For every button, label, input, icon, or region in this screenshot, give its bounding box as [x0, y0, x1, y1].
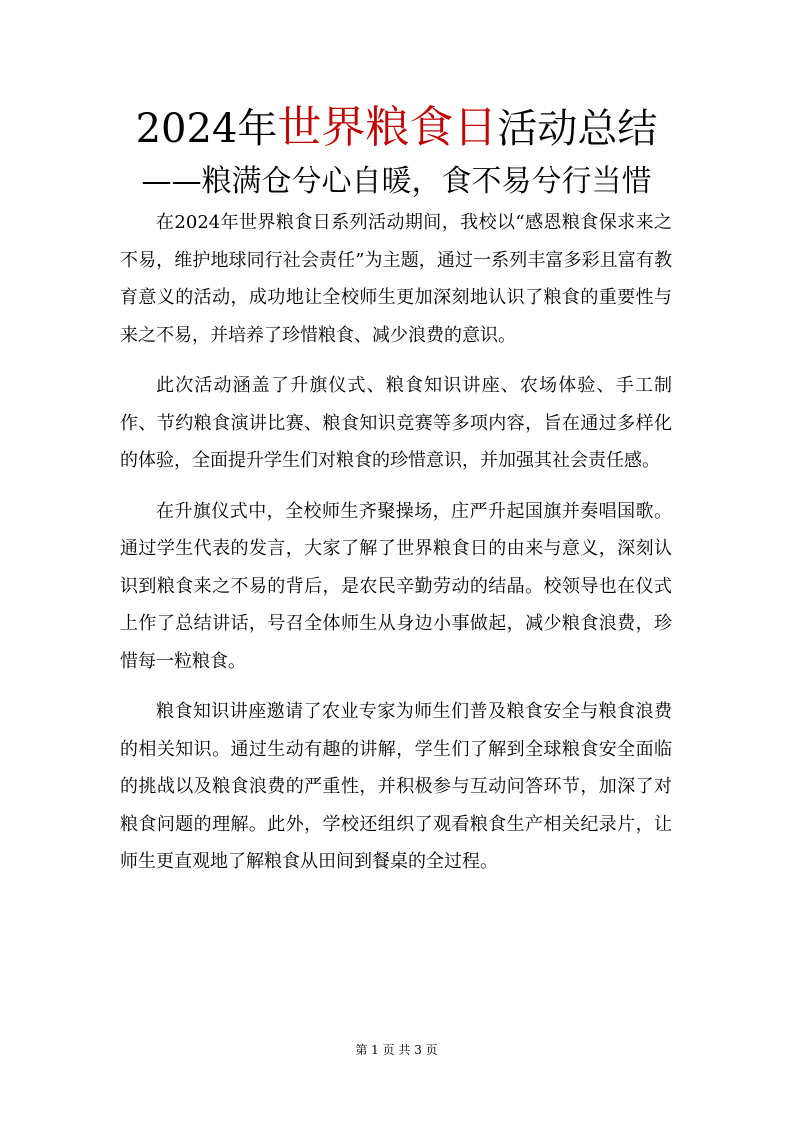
paragraph-1: 在2024年世界粮食日系列活动期间，我校以“感恩粮食保求来之不易，维护地球同行社会责任”为主题，通过一系列丰富多彩且富有教育意义的活动，成功地让全校师生更加深刻地认识了粮食的重要性与来之不易，并培养了珍惜粮食、减少浪费的意识。 [120, 212, 672, 346]
document-title [0, 100, 793, 157]
title-prefix: 2024年 [135, 106, 278, 152]
document-body [120, 204, 672, 894]
title-highlight: 世界粮食日 [277, 102, 498, 153]
page-number-footer: 第 1 页 共 3 页 [355, 1043, 438, 1057]
title-suffix: 活动总结 [497, 106, 658, 152]
document-subtitle: ——粮满仓兮心自暖，食不易兮行当惜 [141, 164, 652, 199]
paragraph-3: 在升旗仪式中，全校师生齐聚操场，庄严升起国旗并奏唱国歌。通过学生代表的发言，大家了解了世界粮食日的由来与意义，深刻认识到粮食来之不易的背后，是农民辛勤劳动的结晶。校领导也在仪式上作了总结讲话，号召全体师生从身边小事做起，减少粮食浪费，珍惜每一粒粮食。 [120, 500, 672, 672]
paragraph-2: 此次活动涵盖了升旗仪式、粮食知识讲座、农场体验、手工制作、节约粮食演讲比赛、粮食知识竞赛等多项内容，旨在通过多样化的体验，全面提升学生们对粮食的珍惜意识，并加强其社会责任感。 [120, 375, 672, 471]
paragraph-4: 粮食知识讲座邀请了农业专家为师生们普及粮食安全与粮食浪费的相关知识。通过生动有趣的讲解，学生们了解到全球粮食安全面临的挑战以及粮食浪费的严重性，并积极参与互动问答环节，加深了对粮食问题的理解。此外，学校还组织了观看粮食生产相关纪录片，让师生更直观地了解粮食从田间到餐桌的全过程。 [120, 701, 672, 872]
